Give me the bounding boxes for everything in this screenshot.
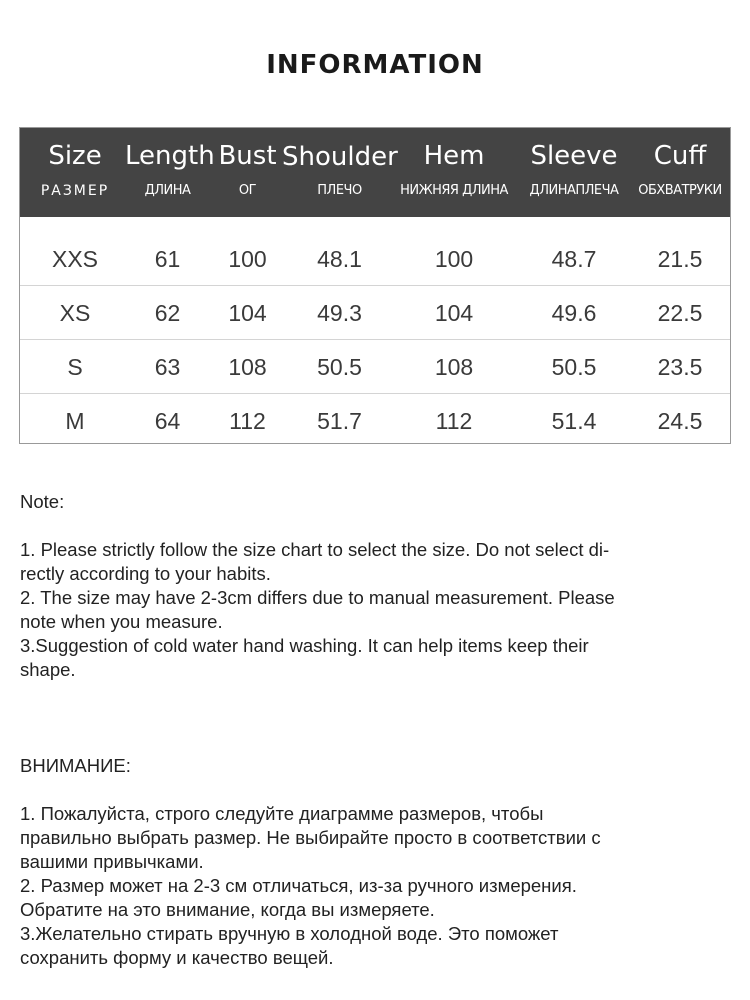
cell-size: XS (59, 300, 91, 326)
notes-section (20, 490, 730, 970)
header-size-ru: РАЗМЕР (40, 183, 110, 199)
cell-sleeve: 51.4 (551, 408, 597, 434)
header-sleeve-ru: ДЛИНАПЛЕЧА (529, 183, 619, 198)
header-shoulder (282, 128, 397, 217)
header-sleeve (519, 128, 629, 217)
header-length (125, 128, 215, 217)
note-line: shape. (20, 659, 76, 680)
note-line: Обратите на это внимание, когда вы измеряете. (20, 899, 435, 920)
cell-size: XXS (51, 246, 99, 272)
note-line: 1. Please strictly follow the size chart to select the size. Do not select di- (20, 539, 610, 560)
header-length-ru: ДЛИНА (144, 183, 191, 198)
cell-shoulder: 50.5 (317, 354, 362, 380)
table-row (20, 394, 730, 448)
header-cuff-ru: ОБХВАТРУКИ (638, 183, 722, 198)
table-row (20, 232, 730, 286)
note-line: 1. Пожалуйста, строго следуйте диаграмме размеров, чтобы (20, 803, 544, 824)
cell-hem: 112 (435, 408, 473, 434)
cell-size: M (65, 408, 85, 434)
cell-length: 62 (154, 300, 181, 326)
page-title: INFORMATION (266, 50, 484, 80)
cell-sleeve: 50.5 (551, 354, 597, 380)
size-chart-table (19, 127, 731, 444)
cell-size: S (67, 354, 83, 380)
cell-sleeve: 48.7 (551, 246, 597, 272)
note-line: сохранить форму и качество вещей. (20, 947, 334, 968)
header-sleeve-en: Sleeve (530, 141, 618, 171)
header-shoulder-ru: ПЛЕЧО (317, 183, 362, 198)
header-bust-en: Bust (218, 141, 277, 171)
header-hem-ru: НИЖНЯЯ ДЛИНА (400, 183, 508, 198)
note-line: правильно выбрать размер. Не выбирайте просто в соответствии с (20, 827, 601, 848)
note-line: 3.Suggestion of cold water hand washing. It can help items keep their (20, 635, 589, 656)
table-row (20, 286, 730, 340)
cell-bust: 104 (228, 300, 267, 326)
note-line: 2. Размер может на 2-3 см отличаться, из-за ручного измерения. (20, 875, 577, 896)
header-hem-en: Hem (423, 141, 485, 171)
note-line: 3.Желательно стирать вручную в холодной воде. Это поможет (20, 923, 559, 944)
cell-length: 64 (154, 408, 181, 434)
header-cuff-en: Cuff (653, 141, 707, 171)
header-bust (210, 128, 285, 217)
note-line: rectly according to your habits. (20, 563, 271, 584)
header-size (20, 128, 130, 217)
table-row (20, 340, 730, 394)
cell-hem: 108 (434, 354, 474, 380)
note-line: note when you measure. (20, 611, 223, 632)
note-line: вашими привычками. (20, 851, 204, 872)
table-header (20, 128, 730, 217)
header-bust-ru: ОГ (238, 183, 257, 198)
header-shoulder-en: Shoulder (282, 142, 398, 172)
note-line: 2. The size may have 2-3cm differs due to manual measurement. Please (20, 587, 615, 608)
note-heading-ru: ВНИМАНИЕ: (20, 755, 131, 776)
cell-cuff: 21.5 (657, 246, 703, 272)
cell-sleeve: 49.6 (551, 300, 597, 326)
cell-hem: 104 (434, 300, 474, 326)
cell-bust: 108 (228, 354, 267, 380)
header-hem (390, 128, 518, 217)
note-heading-en: Note: (20, 491, 65, 512)
cell-shoulder: 48.1 (317, 246, 362, 272)
cell-cuff: 23.5 (657, 354, 703, 380)
header-cuff (630, 128, 730, 217)
cell-hem: 100 (434, 246, 474, 272)
cell-bust: 112 (229, 408, 266, 434)
cell-length: 63 (154, 354, 181, 380)
header-size-en: Size (48, 141, 102, 171)
cell-length: 61 (154, 246, 181, 272)
cell-shoulder: 49.3 (317, 300, 362, 326)
cell-cuff: 22.5 (657, 300, 703, 326)
cell-shoulder: 51.7 (317, 408, 362, 434)
cell-cuff: 24.5 (657, 408, 703, 434)
header-length-en: Length (125, 141, 215, 171)
cell-bust: 100 (228, 246, 267, 272)
